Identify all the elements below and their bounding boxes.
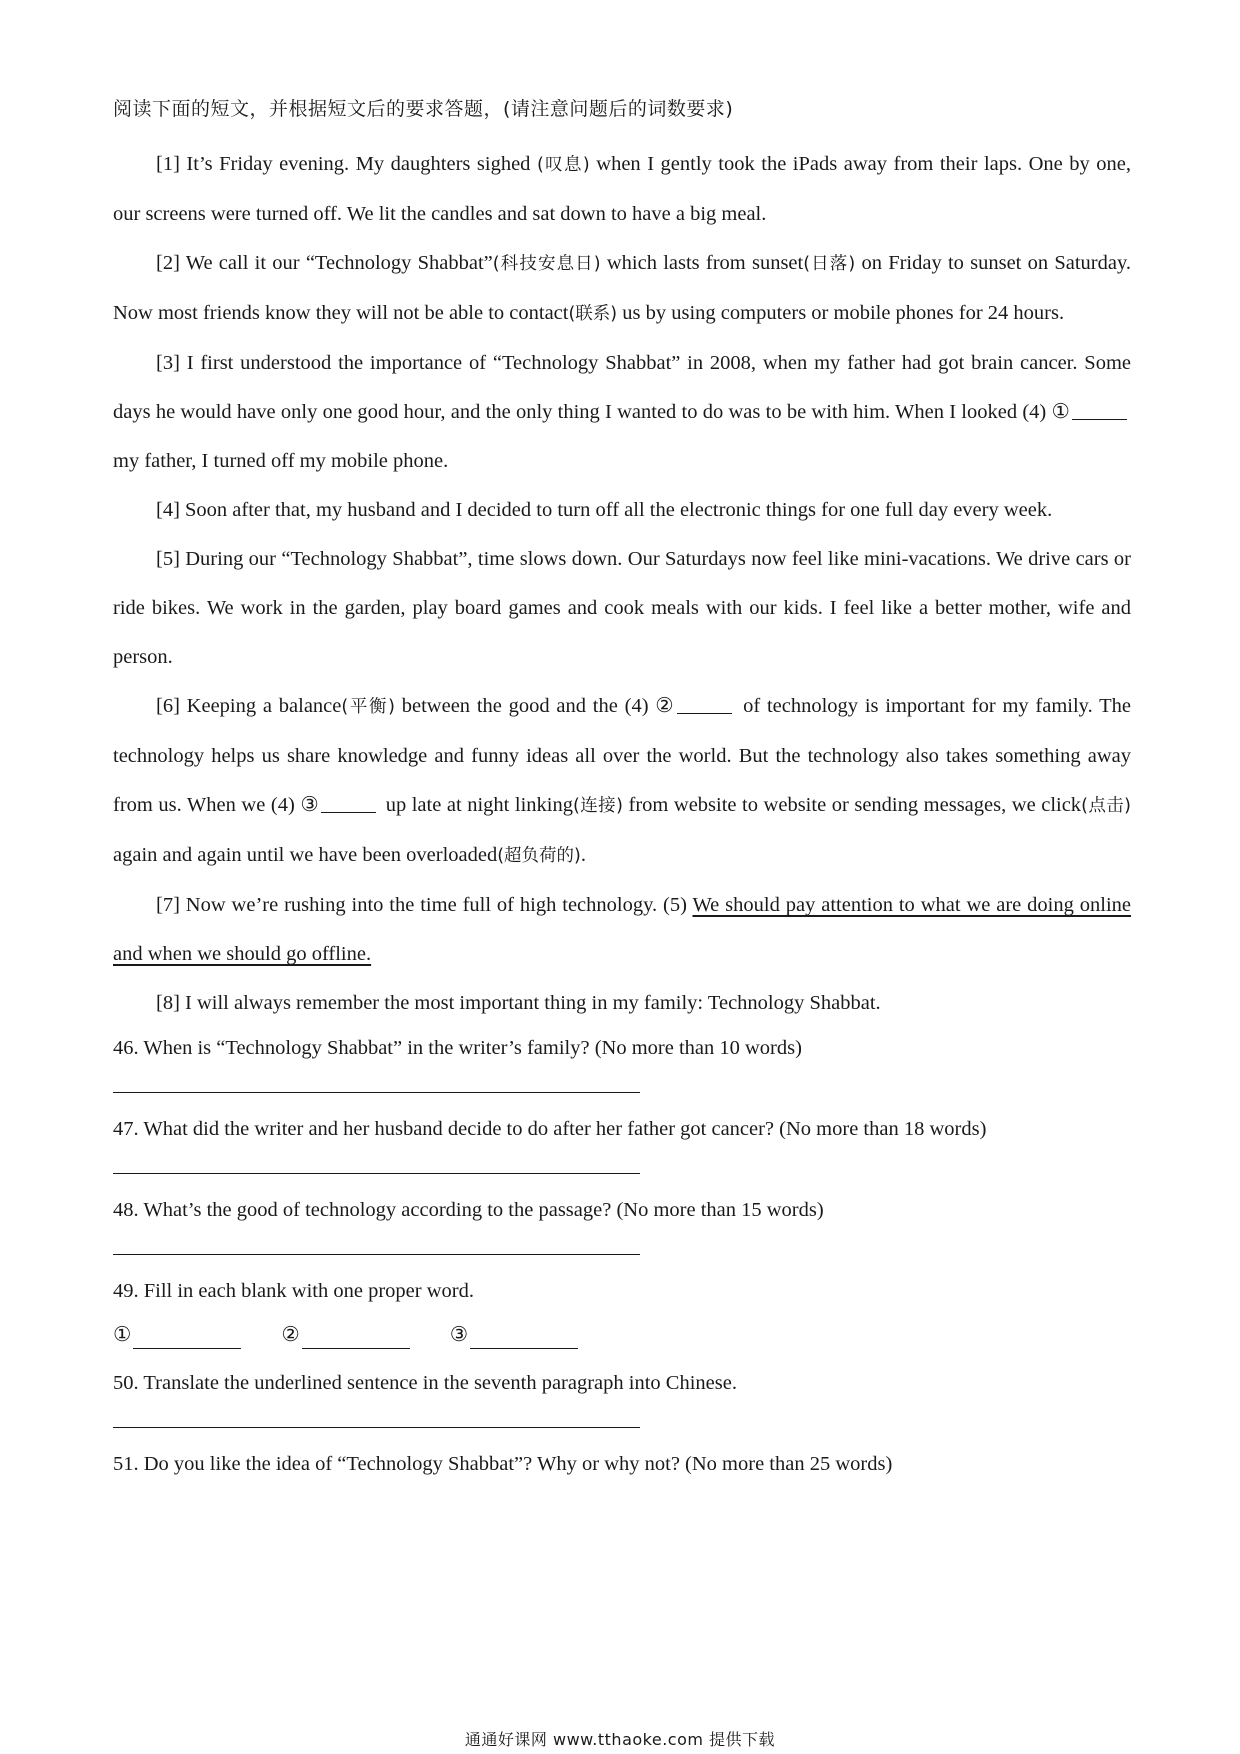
footer-source: 通通好课网 www.tthaoke.com 提供下载: [464, 1730, 776, 1749]
text: of technology is important for my family. The technology helps us share knowledge and funny ideas all over the world. But the technology also takes something away from us. When we (4) ③: [113, 695, 1132, 816]
fill-line[interactable]: [133, 1328, 241, 1349]
text: [7] Now we’re rushing into the time full of high technology. (5): [156, 894, 693, 916]
answer-line-47[interactable]: [113, 1173, 640, 1174]
fill-blank-3[interactable]: [450, 1321, 578, 1349]
text: from website to website or sending messages, we click: [622, 794, 1082, 816]
paragraph-6: [113, 682, 1131, 881]
underlined-sentence: We should pay attention to what we are doing online and when we should go offline.: [113, 894, 1132, 965]
answer-line-48[interactable]: [113, 1254, 640, 1255]
text: on Friday to sunset on Saturday. Now most friends know they will not be able to contact: [113, 252, 1132, 324]
paragraph-2: [113, 239, 1131, 339]
text: which lasts from sunset: [600, 252, 804, 274]
fill-line[interactable]: [302, 1328, 410, 1349]
blank-1[interactable]: [1072, 399, 1127, 421]
question-50: 50. Translate the underlined sentence in the seventh paragraph into Chinese.: [113, 1372, 737, 1394]
text: between the good and the (4) ②: [394, 695, 676, 717]
fill-blank-2[interactable]: [281, 1321, 409, 1349]
text: us by using computers or mobile phones for 24 hours.: [617, 302, 1065, 324]
text: [3] I first understood the importance of “Technology Shabbat” in 2008, when my father had got brain cancer. Some days he would have only one good hour, and the only thing I wanted to do was to be with him. When I looked (4) ①: [113, 352, 1131, 423]
fill-blanks-row: [113, 1321, 1131, 1349]
worksheet: [113, 96, 1131, 1478]
blank-3[interactable]: [321, 792, 376, 814]
text: .: [580, 844, 586, 866]
question-46: 46. When is “Technology Shabbat” in the writer’s family? (No more than 10 words): [113, 1037, 802, 1059]
text: when I gently took the iPads away from their laps. One by one, our screens were turned off. We lit the candles and sat down to have a big meal.: [113, 153, 1132, 225]
question-47: 47. What did the writer and her husband decide to do after her father got cancer? (No more than 18 words): [113, 1118, 987, 1140]
text: up late at night linking: [380, 794, 573, 816]
fill-line[interactable]: [470, 1328, 578, 1349]
blank-2[interactable]: [677, 693, 732, 715]
fill-blank-1[interactable]: [113, 1321, 241, 1349]
text: [2] We call it our “Technology Shabbat”: [156, 252, 493, 274]
text: again and again until we have been overloaded: [113, 844, 498, 866]
gloss: (连接): [573, 796, 623, 816]
question-51: 51. Do you like the idea of “Technology Shabbat”? Why or why not? (No more than 25 words): [113, 1453, 893, 1475]
blank-label: ②: [281, 1324, 300, 1346]
answer-line-50[interactable]: [113, 1427, 640, 1428]
paragraph-4: [4] Soon after that, my husband and I decided to turn off all the electronic things for one full day every week.: [156, 499, 1053, 521]
gloss: (叹息): [536, 155, 590, 175]
paragraph-8: [8] I will always remember the most important thing in my family: Technology Shabbat.: [156, 992, 881, 1014]
gloss: (超负荷的): [497, 846, 581, 866]
gloss: (科技安息日): [492, 254, 601, 274]
paragraph-3: [113, 339, 1131, 486]
question-49: 49. Fill in each blank with one proper word.: [113, 1280, 474, 1302]
answer-line-46[interactable]: [113, 1092, 640, 1093]
paragraph-5: [5] During our “Technology Shabbat”, time slows down. Our Saturdays now feel like mini-vacations. We drive cars or ride bikes. We work in the garden, play board games and cook meals with our kids. I feel like a better mother, wife and person.: [113, 548, 1131, 668]
text: my father, I turned off my mobile phone.: [113, 450, 449, 472]
question-48: 48. What’s the good of technology according to the passage? (No more than 15 words): [113, 1199, 824, 1221]
gloss: (点击): [1081, 796, 1131, 816]
blank-label: ①: [113, 1324, 132, 1346]
gloss: (日落): [803, 254, 856, 274]
gloss: (联系): [568, 304, 618, 324]
gloss: (平衡): [341, 697, 395, 717]
instruction-text: 阅读下面的短文，并根据短文后的要求答题，(请注意问题后的词数要求): [113, 98, 734, 120]
paragraph-1: [113, 140, 1131, 239]
blank-label: ③: [449, 1324, 469, 1346]
text: [1] It’s Friday evening. My daughters sighed: [156, 153, 537, 175]
text: [6] Keeping a balance: [156, 695, 342, 717]
questions: [113, 1034, 1131, 1478]
paragraph-7: [113, 881, 1131, 979]
